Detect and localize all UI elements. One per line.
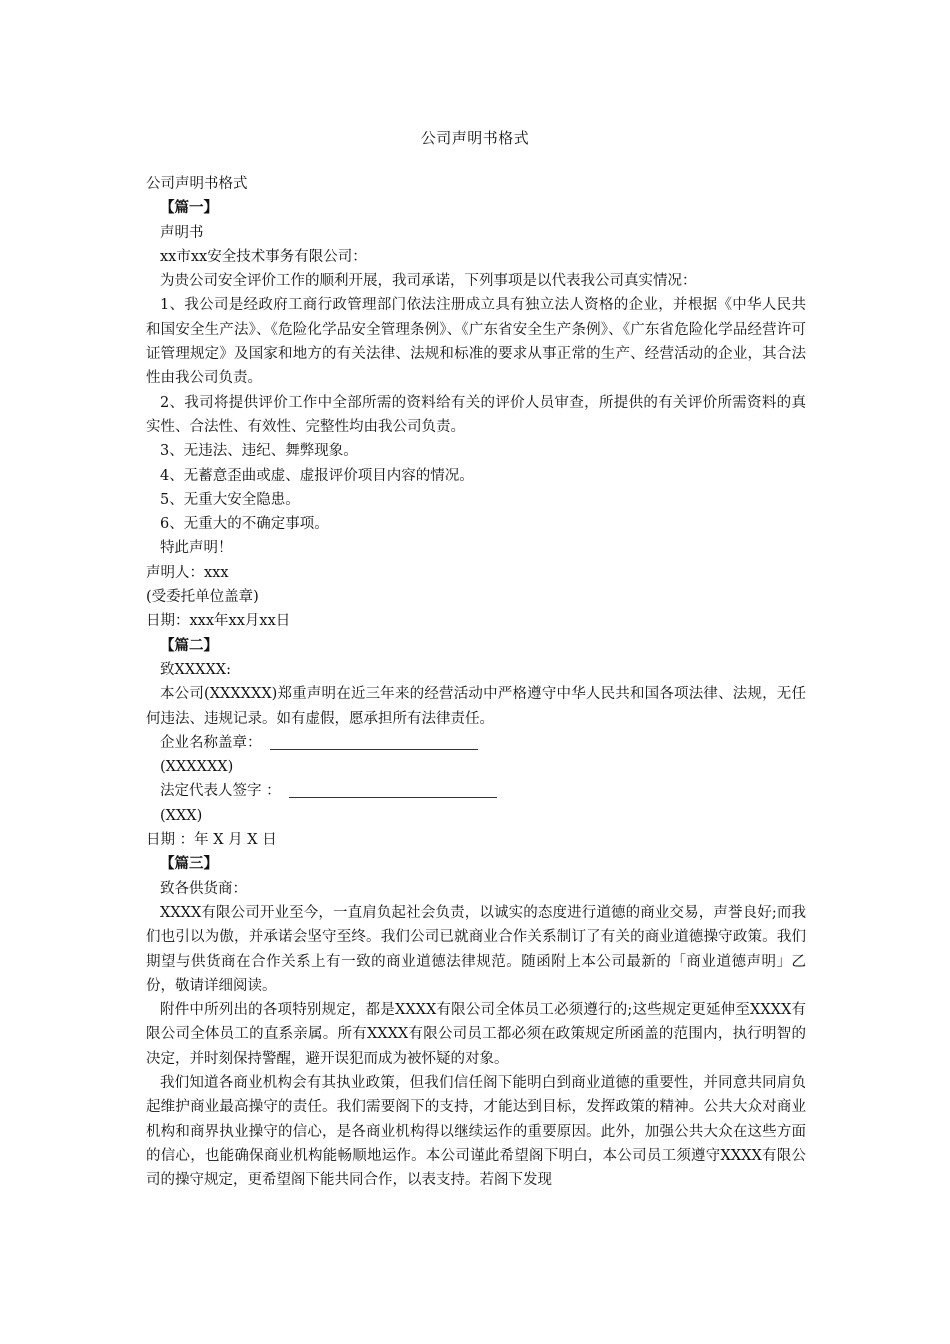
rep-sign-blank <box>289 783 497 798</box>
rep-sign-label: 法定代表人签字 ： <box>160 783 281 800</box>
part3-paragraph-1: XXXX有限公司开业至今，一直肩负起社会负责，以诚实的态度进行道德的商业交易，声誉良好;而我们也引以为傲，并承诺会坚守至终。我们公司已就商业合作关系制订了有关的商业道德操守政策。我们期望与供货商在合作关系上有一致的商业道德法律规范。随函附上本公司最新的「商业道德声明」乙份，敬请详细阅读。 <box>146 904 806 994</box>
part2-heading: 【篇二】 <box>160 636 218 654</box>
part1-item-1: 1、我公司是经政府工商行政管理部门依法注册成立具有独立法人资格的企业，并根据《中华人民共和国安全生产法》、《危险化学品安全管理条例》、《广东省安全生产条例》、《广东省危险化学品经营许可证管理规定》及国家和地方的有关法律、法规和标准的要求从事正常的生产、经营活动的企业，其合法性由我公司负责。 <box>146 297 806 387</box>
part2-rep-sign-row <box>146 779 806 803</box>
part1-seal: (受委托单位盖章) <box>146 589 259 606</box>
part2-date: 日期 ：年 X 月 X 日 <box>146 832 277 849</box>
part1-item-6: 6、无重大的不确定事项。 <box>160 516 329 533</box>
document-title: 公司声明书格式 <box>420 129 530 147</box>
part1-lead: 为贵公司安全评价工作的顺利开展，我司承诺，下列事项是以代表我公司真实情况： <box>160 273 697 290</box>
part1-item-2: 2、我司将提供评价工作中全部所需的资料给有关的评价人员审查，所提供的有关评价所需资料的真实性、合法性、有效性、完整性均由我公司负责。 <box>146 394 806 435</box>
intro-text: 公司声明书格式 <box>146 176 248 192</box>
part2-rep-name: (XXX) <box>160 807 203 824</box>
part2-company-seal-row <box>146 731 806 755</box>
part1-addressee: xx市xx安全技术事务有限公司： <box>160 248 367 265</box>
part2-body: 本公司(XXXXXX)郑重声明在近三年来的经营活动中严格遵守中华人民共和国各项法律、法规，无任何违法、违规记录。如有虚假，愿承担所有法律责任。 <box>146 686 806 727</box>
part1-closing: 特此声明！ <box>160 540 233 557</box>
part3-heading: 【篇三】 <box>160 855 218 873</box>
part1-date: 日期：xxx年xx月xx日 <box>146 613 291 630</box>
company-seal-label: 企业名称盖章： <box>160 734 262 751</box>
part3-addressee: 致各供货商： <box>160 880 247 897</box>
part3-paragraph-3: 我们知道各商业机构会有其执业政策，但我们信任阁下能明白到商业道德的重要性，并同意共同肩负起维护商业最高操守的责任。我们需要阁下的支持，才能达到目标，发挥政策的精神。公共大众对商业机构和商界执业操守的信心，是各商业机构得以继续运作的重要原因。此外，加强公共大众在这些方面的信心，也能确保商业机构能畅顺地运作。本公司谨此希望阁下明白，本公司员工须遵守XXXX有限公司的操守规定，更希望阁下能共同合作，以表支持。若阁下发现 <box>146 1074 806 1189</box>
document-body <box>146 172 806 1192</box>
part1-doc-title: 声明书 <box>160 224 204 241</box>
company-seal-blank <box>270 735 478 750</box>
part2-addressee: 致XXXXX: <box>160 661 231 678</box>
part3-paragraph-2: 附件中所列出的各项特别规定，都是XXXX有限公司全体员工必须遵行的;这些规定更延伸至XXXX有限公司全体员工的直系亲属。所有XXXX有限公司员工都必须在政策规定所函盖的范围内，执行明智的决定，并时刻保持警醒，避开误犯而成为被怀疑的对象。 <box>146 1002 806 1067</box>
part1-item-5: 5、无重大安全隐患。 <box>160 491 300 508</box>
part1-declarant: 声明人：xxx <box>146 564 229 581</box>
part1-heading: 【篇一】 <box>160 199 218 217</box>
part1-item-4: 4、无蓄意歪曲或虚、虚报评价项目内容的情况。 <box>160 467 474 484</box>
part1-item-3: 3、无违法、违纪、舞弊现象。 <box>160 443 358 460</box>
part2-company-name: (XXXXXX) <box>160 759 234 776</box>
